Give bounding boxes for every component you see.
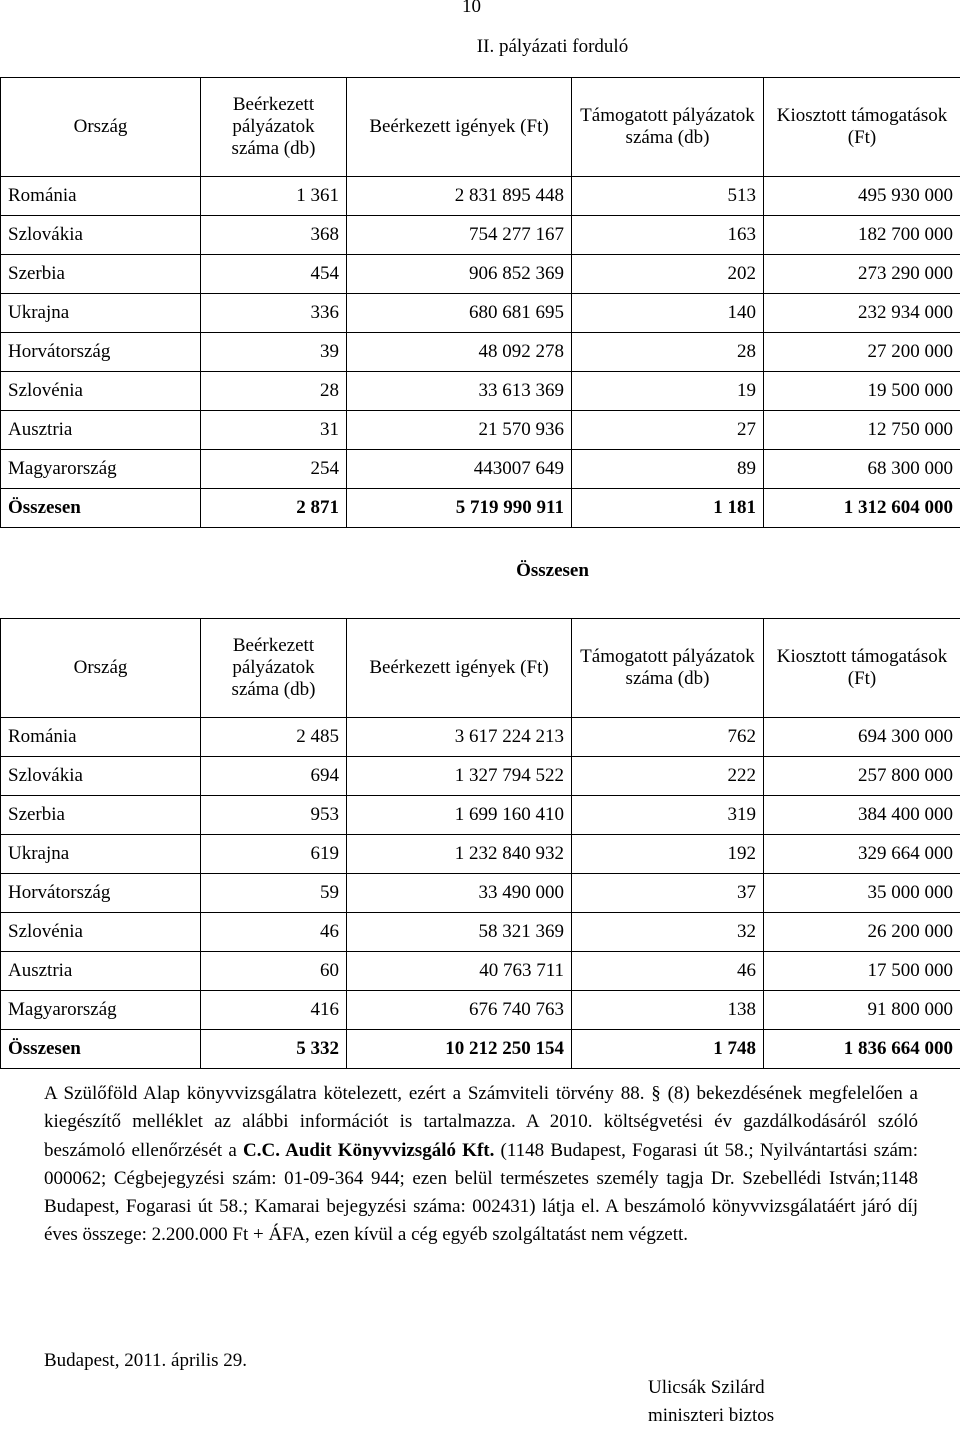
- value-cell: 12 750 000: [764, 411, 960, 450]
- value-cell: 1 327 794 522: [347, 757, 572, 796]
- col-header-requested-amount: Beérkezett igények (Ft): [347, 78, 572, 177]
- value-cell: 33 490 000: [347, 874, 572, 913]
- page-number: 10: [462, 0, 481, 18]
- signature-block: [648, 1374, 808, 1430]
- value-cell: 28: [572, 333, 764, 372]
- value-cell: 680 681 695: [347, 294, 572, 333]
- col-header-supported-count: Támogatott pályázatok száma (db): [572, 78, 764, 177]
- place-date: Budapest, 2011. április 29.: [44, 1350, 247, 1372]
- value-cell: 35 000 000: [764, 874, 960, 913]
- value-cell: 68 300 000: [764, 450, 960, 489]
- note-text-1: A Szülőföld Alap könyvvizsgálatra kötelezett, ezért a Számviteli törvény 88. § (8) bekezdésének megfelelően a kiegészítő melléklet az alábbi információt is tartalmazza. A 2010. költségvetési év gazdálkodásáról szóló beszámoló ellenőrzését a: [44, 1083, 918, 1161]
- signer-title: miniszteri biztos: [648, 1402, 808, 1430]
- table-row: [1, 294, 960, 333]
- value-cell: 21 570 936: [347, 411, 572, 450]
- country-cell: Románia: [1, 718, 201, 757]
- country-cell: Ausztria: [1, 411, 201, 450]
- country-cell: Szerbia: [1, 796, 201, 835]
- value-cell: 619: [201, 835, 347, 874]
- value-cell: 17 500 000: [764, 952, 960, 991]
- col-header-awarded-amount: Kiosztott támogatások (Ft): [764, 619, 960, 718]
- table-row: [1, 372, 960, 411]
- country-cell: Szlovákia: [1, 216, 201, 255]
- value-cell: 91 800 000: [764, 991, 960, 1030]
- col-header-received-count: Beérkezett pályázatok száma (db): [201, 619, 347, 718]
- value-cell: 192: [572, 835, 764, 874]
- table-row: [1, 757, 960, 796]
- value-cell: 48 092 278: [347, 333, 572, 372]
- value-cell: 443007 649: [347, 450, 572, 489]
- value-cell: 694 300 000: [764, 718, 960, 757]
- signer-name: Ulicsák Szilárd: [648, 1374, 808, 1402]
- value-cell: 59: [201, 874, 347, 913]
- total-row: [1, 1030, 960, 1069]
- value-cell: 1 361: [201, 177, 347, 216]
- value-cell: 39: [201, 333, 347, 372]
- table-total: [0, 583, 960, 1069]
- country-cell: Ukrajna: [1, 294, 201, 333]
- value-cell: 329 664 000: [764, 835, 960, 874]
- value-cell: 232 934 000: [764, 294, 960, 333]
- value-cell: 33 613 369: [347, 372, 572, 411]
- value-cell: 257 800 000: [764, 757, 960, 796]
- value-cell: 906 852 369: [347, 255, 572, 294]
- value-cell: 27 200 000: [764, 333, 960, 372]
- value-cell: 46: [572, 952, 764, 991]
- country-cell: Magyarország: [1, 450, 201, 489]
- country-cell: Szlovénia: [1, 913, 201, 952]
- value-cell: 454: [201, 255, 347, 294]
- country-cell: Szerbia: [1, 255, 201, 294]
- value-cell: 513: [572, 177, 764, 216]
- table-row: [1, 952, 960, 991]
- value-cell: 19: [572, 372, 764, 411]
- total-row: [1, 489, 960, 528]
- total-label: Összesen: [1, 489, 201, 528]
- total-value: 1 748: [572, 1030, 764, 1069]
- value-cell: 953: [201, 796, 347, 835]
- value-cell: 319: [572, 796, 764, 835]
- country-cell: Románia: [1, 177, 201, 216]
- value-cell: 222: [572, 757, 764, 796]
- value-cell: 694: [201, 757, 347, 796]
- table-row: [1, 718, 960, 757]
- table-row: [1, 796, 960, 835]
- value-cell: 37: [572, 874, 764, 913]
- total-value: 5 719 990 911: [347, 489, 572, 528]
- col-header-country: Ország: [1, 78, 201, 177]
- country-cell: Szlovákia: [1, 757, 201, 796]
- value-cell: 26 200 000: [764, 913, 960, 952]
- country-cell: Szlovénia: [1, 372, 201, 411]
- country-cell: Horvátország: [1, 874, 201, 913]
- total-value: 1 836 664 000: [764, 1030, 960, 1069]
- table-row: [1, 450, 960, 489]
- value-cell: 754 277 167: [347, 216, 572, 255]
- country-cell: Ukrajna: [1, 835, 201, 874]
- value-cell: 28: [201, 372, 347, 411]
- note-text-2: (1148 Budapest, Fogarasi út 58.; Nyilvántartási szám: 000062; Cégbejegyzési szám: 01-09-364 944; ezen belül természetes személy tagja Dr. Szebellédi István;1148 Budapest, Fogarasi út 58.; Kamarai bejegyzési száma: 002431) látja el. A beszámoló könyvvizsgálatáért járó díj éves összege: 2.200.000 Ft + ÁFA, ezen kívül a cég egyéb szolgáltatást nem végzett.: [44, 1140, 918, 1246]
- country-cell: Magyarország: [1, 991, 201, 1030]
- value-cell: 46: [201, 913, 347, 952]
- table-row: [1, 913, 960, 952]
- table1-body: [1, 177, 960, 528]
- value-cell: 1 232 840 932: [347, 835, 572, 874]
- total-value: 1 181: [572, 489, 764, 528]
- table-row: [1, 874, 960, 913]
- value-cell: 31: [201, 411, 347, 450]
- table-row: [1, 411, 960, 450]
- value-cell: 19 500 000: [764, 372, 960, 411]
- value-cell: 32: [572, 913, 764, 952]
- table-row: [1, 177, 960, 216]
- auditor-name: C.C. Audit Könyvvizsgáló Kft.: [243, 1140, 494, 1161]
- value-cell: 58 321 369: [347, 913, 572, 952]
- table-row: [1, 991, 960, 1030]
- value-cell: 138: [572, 991, 764, 1030]
- value-cell: 336: [201, 294, 347, 333]
- total-value: 2 871: [201, 489, 347, 528]
- table-row: [1, 216, 960, 255]
- value-cell: 60: [201, 952, 347, 991]
- col-header-awarded-amount: Kiosztott támogatások (Ft): [764, 78, 960, 177]
- total-value: 10 212 250 154: [347, 1030, 572, 1069]
- total-label: Összesen: [1, 1030, 201, 1069]
- audit-note: [44, 1080, 918, 1250]
- value-cell: 3 617 224 213: [347, 718, 572, 757]
- value-cell: 676 740 763: [347, 991, 572, 1030]
- value-cell: 182 700 000: [764, 216, 960, 255]
- total-value: 5 332: [201, 1030, 347, 1069]
- col-header-received-count: Beérkezett pályázatok száma (db): [201, 78, 347, 177]
- table-row: [1, 333, 960, 372]
- table-row: [1, 835, 960, 874]
- value-cell: 89: [572, 450, 764, 489]
- value-cell: 368: [201, 216, 347, 255]
- value-cell: 495 930 000: [764, 177, 960, 216]
- table2-body: [1, 718, 960, 1069]
- value-cell: 2 485: [201, 718, 347, 757]
- value-cell: 27: [572, 411, 764, 450]
- country-cell: Horvátország: [1, 333, 201, 372]
- col-header-country: Ország: [1, 619, 201, 718]
- value-cell: 163: [572, 216, 764, 255]
- table1-title: II. pályázati forduló: [339, 36, 766, 58]
- value-cell: 273 290 000: [764, 255, 960, 294]
- table2-title: Összesen: [339, 560, 766, 582]
- value-cell: 254: [201, 450, 347, 489]
- country-cell: Ausztria: [1, 952, 201, 991]
- col-header-supported-count: Támogatott pályázatok száma (db): [572, 619, 764, 718]
- value-cell: 384 400 000: [764, 796, 960, 835]
- value-cell: 40 763 711: [347, 952, 572, 991]
- total-value: 1 312 604 000: [764, 489, 960, 528]
- col-header-requested-amount: Beérkezett igények (Ft): [347, 619, 572, 718]
- value-cell: 202: [572, 255, 764, 294]
- value-cell: 416: [201, 991, 347, 1030]
- value-cell: 140: [572, 294, 764, 333]
- value-cell: 2 831 895 448: [347, 177, 572, 216]
- value-cell: 1 699 160 410: [347, 796, 572, 835]
- table-round-2: [0, 42, 960, 528]
- value-cell: 762: [572, 718, 764, 757]
- table-row: [1, 255, 960, 294]
